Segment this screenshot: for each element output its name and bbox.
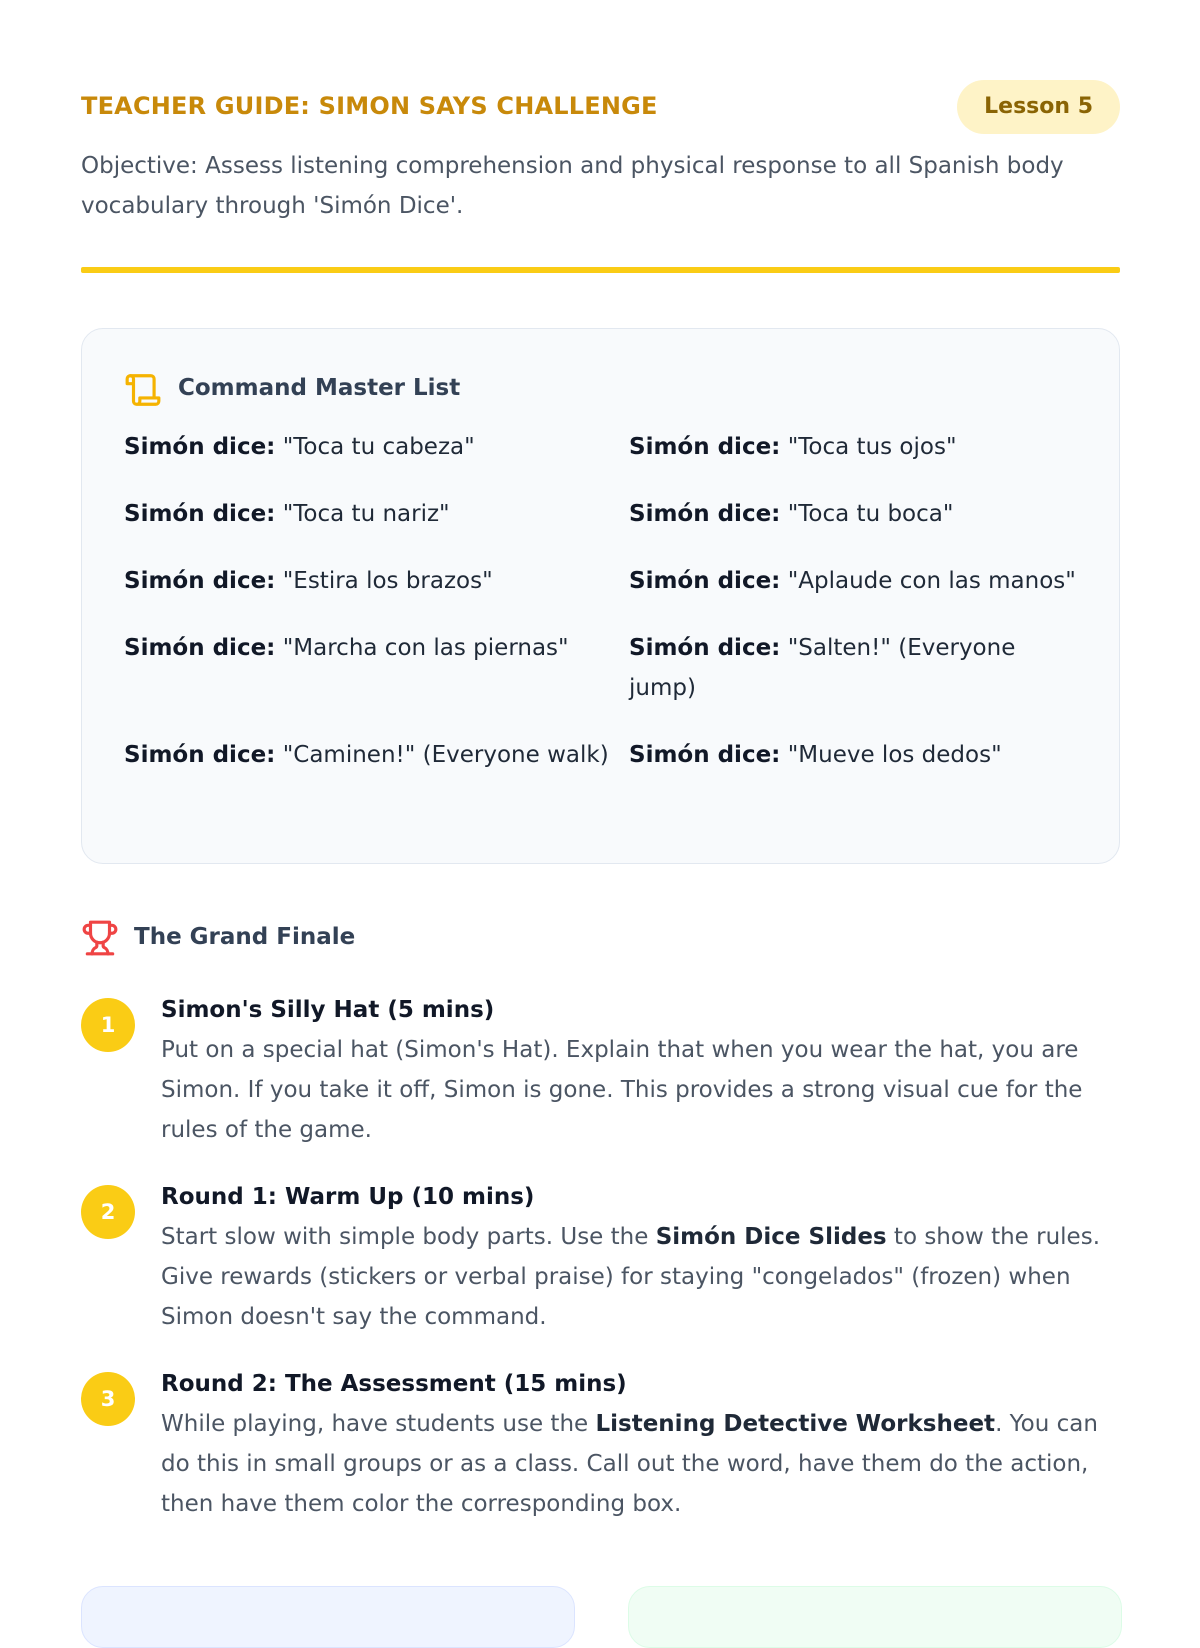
command-item (629, 561, 1088, 601)
step-body (161, 1177, 1121, 1337)
step-description (161, 1404, 1121, 1524)
command-text: "Toca tu cabeza" (282, 434, 475, 460)
command-prefix: Simón dice: (124, 568, 276, 594)
command-text: "Toca tus ojos" (787, 434, 957, 460)
guide-title: TEACHER GUIDE: SIMON SAYS CHALLENGE (81, 92, 658, 120)
step-desc-text: While playing, have students use the (161, 1411, 596, 1437)
command-text: "Mueve los dedos" (787, 742, 1002, 768)
resource-card-worksheet (628, 1586, 1122, 1648)
header-divider (81, 267, 1120, 273)
command-text: "Salten!" (Everyone jump) (629, 635, 1016, 701)
step-desc-text: to show the rules. Give rewards (stickers or verbal praise) for staying "congelados" (frozen) when Simon doesn't say the command. (161, 1224, 1100, 1330)
command-item (124, 735, 629, 775)
step-desc-bold: Listening Detective Worksheet (595, 1411, 996, 1437)
step-number-badge: 1 (81, 998, 135, 1052)
step-title: Round 2: The Assessment (15 mins) (161, 1371, 627, 1397)
command-prefix: Simón dice: (629, 635, 781, 661)
command-item (124, 427, 629, 467)
command-prefix: Simón dice: (124, 742, 276, 768)
command-item (629, 427, 1088, 467)
objective-text: Objective: Assess listening comprehension and physical response to all Spanish body vocabulary through 'Simón Dice'. (81, 153, 1064, 219)
step-title: Simon's Silly Hat (5 mins) (161, 997, 495, 1023)
scroll-icon (124, 371, 162, 409)
step-body (161, 990, 1121, 1150)
command-item (124, 561, 629, 601)
command-prefix: Simón dice: (629, 742, 781, 768)
step-description (161, 1030, 1121, 1150)
command-prefix: Simón dice: (124, 434, 276, 460)
command-text: "Toca tu nariz" (282, 501, 450, 527)
command-item (629, 494, 1088, 534)
step-desc-text: Put on a special hat (Simon's Hat). Explain that when you wear the hat, you are Simon. If you take it off, Simon is gone. This provides a strong visual cue for the rules of the game. (161, 1037, 1083, 1143)
command-text: "Aplaude con las manos" (787, 568, 1076, 594)
step-title: Round 1: Warm Up (10 mins) (161, 1184, 535, 1210)
step-desc-text: . You can do this in small groups or as a class. Call out the word, have them do the action, then have them color the corresponding box. (161, 1411, 1098, 1517)
command-prefix: Simón dice: (629, 568, 781, 594)
step-body (161, 1364, 1121, 1524)
command-prefix: Simón dice: (124, 501, 276, 527)
command-prefix: Simón dice: (124, 635, 276, 661)
command-prefix: Simón dice: (629, 434, 781, 460)
command-text: "Estira los brazos" (282, 568, 493, 594)
guide-header (81, 80, 1120, 134)
grand-finale-title: The Grand Finale (134, 924, 356, 950)
command-item (629, 735, 1088, 775)
command-grid (124, 427, 1088, 775)
command-item (124, 628, 629, 708)
step-desc-bold: Simón Dice Slides (655, 1224, 887, 1250)
command-list-title: Command Master List (178, 375, 461, 401)
command-text: "Caminen!" (Everyone walk) (282, 742, 609, 768)
command-master-list-card (81, 328, 1120, 864)
command-item (124, 494, 629, 534)
step-desc-text: Start slow with simple body parts. Use the (161, 1224, 656, 1250)
command-prefix: Simón dice: (629, 501, 781, 527)
trophy-icon (81, 918, 119, 958)
step-description (161, 1217, 1121, 1337)
command-text: "Marcha con las piernas" (282, 635, 569, 661)
resource-card-slides (81, 1586, 575, 1648)
step-number-badge: 3 (81, 1372, 135, 1426)
lesson-badge: Lesson 5 (957, 80, 1120, 134)
command-text: "Toca tu boca" (787, 501, 954, 527)
command-item (629, 628, 1088, 708)
step-number-badge: 2 (81, 1185, 135, 1239)
